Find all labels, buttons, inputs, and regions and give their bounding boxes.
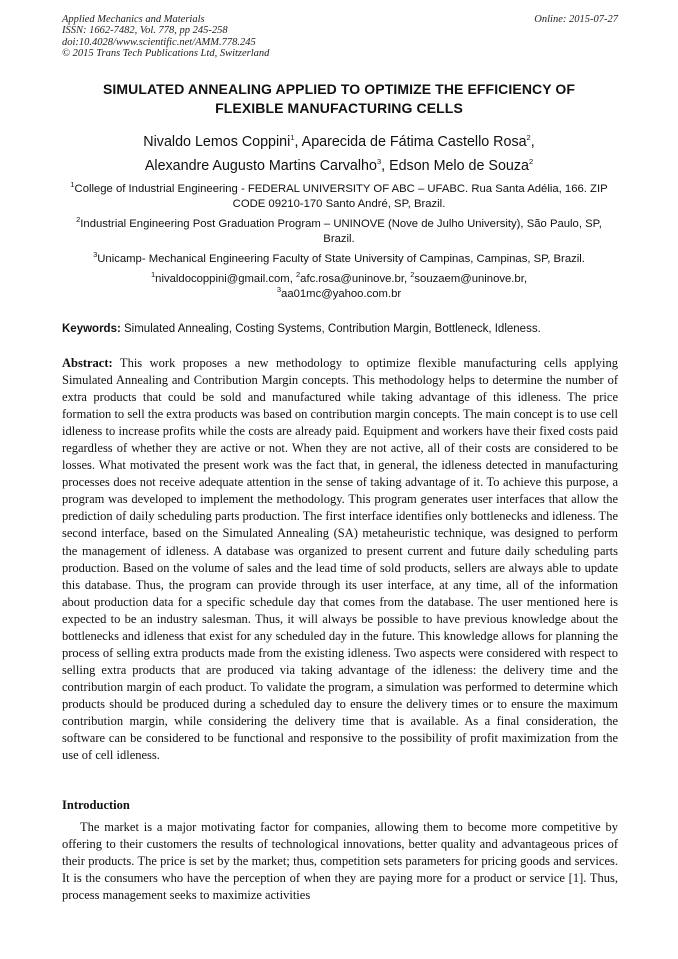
abstract-text: This work proposes a new methodology to optimize flexible manufacturing cells applying Simulated Annealing and Contribution Margin concepts. This methodology helps to determine the number of extra products that could be sold and manufactured while taking advantage of this idleness. The price formation to sell the extra products was based on contribution margin concepts. The main concept is to use cell idleness to increase profits while the costs are already paid. Equipment and workers have their fixed costs paid regardless of whether they are active or not. When they are not active, all of their costs are considered to be losses. What motivated the present work was the fact that, in general, the idleness detected in manufacturing processes does not receive adequate attention in the sense of taking advantage of it. To achieve this purpose, a program was developed to implement the methodology. This program generates user interfaces that allow the prediction of daily scheduling parts production. The first interface identifies only bottlenecks and idleness. The second interface, based on the Simulated Annealing (SA) metaheuristic technique, was designed to perform the management of idleness. A database was organized to present current and future daily scheduling parts production. Based on the volume of sales and the lead time of sold products, sellers are always able to update this database. Thus, the program can provide through its user interface, at any time, all of the information about production data for a specific schedule day that comes from the database. The user mentioned here is expected to be an industry salesman. Thus, it will always be possible to have previous knowledge about the bottlenecks and idleness that exist for any scheduled day in the future. This knowledge allows for planning the process of selling extra products made from the existing idleness. Two aspects were considered with respect to selling extra products that are produced via taking advantage of the idleness: the delivery time and the contribution margin of each product. To validate the program, a simulation was performed to determine which products should be produced during a scheduled day to ensure the delivery times or to ensure the maximum contribution margin, while considering the delivery time that is available. As a final consideration, the software can be considered to be functional and responsive to the possibility of profit maximization from the use of cell idleness. bbox=[62, 356, 618, 763]
email-sup: 1 bbox=[151, 270, 156, 280]
email-sup: 2 bbox=[410, 270, 415, 280]
journal-name: Applied Mechanics and Materials bbox=[62, 14, 205, 25]
affiliation-sup: 1 bbox=[70, 180, 75, 190]
author-separator: , bbox=[530, 134, 535, 150]
affiliations bbox=[60, 182, 618, 307]
copyright-line: © 2015 Trans Tech Publications Ltd, Switzerland bbox=[62, 48, 270, 60]
title-line-1: SIMULATED ANNEALING APPLIED TO OPTIMIZE THE EFFICIENCY OF bbox=[102, 81, 576, 97]
keywords bbox=[62, 322, 618, 337]
author-affil-sup: 3 bbox=[376, 157, 382, 167]
keywords-text: Simulated Annealing, Costing Systems, Contribution Margin, Bottleneck, Idleness. bbox=[120, 323, 541, 335]
abstract-label: Abstract: bbox=[62, 356, 113, 370]
introduction-heading: Introduction bbox=[62, 798, 130, 812]
affiliation-text: College of Industrial Engineering - FEDERAL UNIVERSITY OF ABC – UFABC. Rua Santa Adélia, 166. ZIP CODE 09210-170 Santo André, SP, Brazil. bbox=[74, 183, 608, 210]
affiliation-sup: 3 bbox=[93, 250, 98, 260]
affiliation-text: Industrial Engineering Post Graduation Program – UNINOVE (Nove de Julho University), São Paulo, SP, Brazil. bbox=[80, 218, 602, 245]
email-sup: 2 bbox=[296, 270, 301, 280]
author-separator: , bbox=[294, 134, 302, 150]
author-affil-sup: 2 bbox=[526, 133, 531, 143]
title-line-2: FLEXIBLE MANUFACTURING CELLS bbox=[215, 100, 463, 116]
email-sup: 3 bbox=[276, 285, 282, 295]
authors-line-1 bbox=[60, 130, 618, 154]
author-name: Alexandre Augusto Martins Carvalho bbox=[144, 158, 377, 174]
email-address: aa01mc@yahoo.com.br bbox=[281, 288, 402, 300]
author-list bbox=[60, 130, 618, 178]
author-separator: , bbox=[381, 158, 390, 174]
affiliation-sup: 2 bbox=[76, 215, 81, 225]
affiliation-2 bbox=[60, 217, 618, 247]
journal-header bbox=[62, 14, 618, 60]
authors-line-2 bbox=[60, 154, 618, 178]
issn-line: ISSN: 1662-7482, Vol. 778, pp 245-258 bbox=[62, 25, 228, 37]
introduction-text: The market is a major motivating factor for companies, allowing them to become more competitive by offering to their customers the results of technological innovations, better quality and advantageous prices of their products. The price is set by the market; thus, competition sets parameters for pricing goods and services. It is the consumers who have the perception of when they are paying more for a product or service [1]. Thus, process management seeks to maximize activities bbox=[62, 820, 618, 903]
author-name: Aparecida de Fátima Castello Rosa bbox=[301, 134, 527, 150]
email-address: souzaem@uninove.br, bbox=[414, 273, 527, 285]
keywords-label: Keywords: bbox=[62, 323, 121, 335]
email-list bbox=[60, 272, 618, 302]
doi-line: doi:10.4028/www.scientific.net/AMM.778.245 bbox=[62, 36, 256, 48]
affiliation-1 bbox=[60, 182, 618, 212]
affiliation-3 bbox=[60, 252, 618, 267]
affiliation-text: Unicamp- Mechanical Engineering Faculty of State University of Campinas, Campinas, SP, Brazil. bbox=[97, 253, 585, 265]
author-name: Edson Melo de Souza bbox=[389, 158, 529, 174]
email-address: nivaldocoppini@gmail.com, bbox=[155, 273, 296, 285]
email-address: afc.rosa@uninove.br, bbox=[300, 273, 411, 285]
abstract bbox=[62, 355, 618, 764]
online-date: Online: 2015-07-27 bbox=[534, 14, 618, 25]
paper-title bbox=[60, 80, 618, 118]
author-affil-sup: 2 bbox=[528, 157, 534, 167]
author-name: Nivaldo Lemos Coppini bbox=[143, 134, 291, 150]
author-affil-sup: 1 bbox=[290, 133, 295, 143]
